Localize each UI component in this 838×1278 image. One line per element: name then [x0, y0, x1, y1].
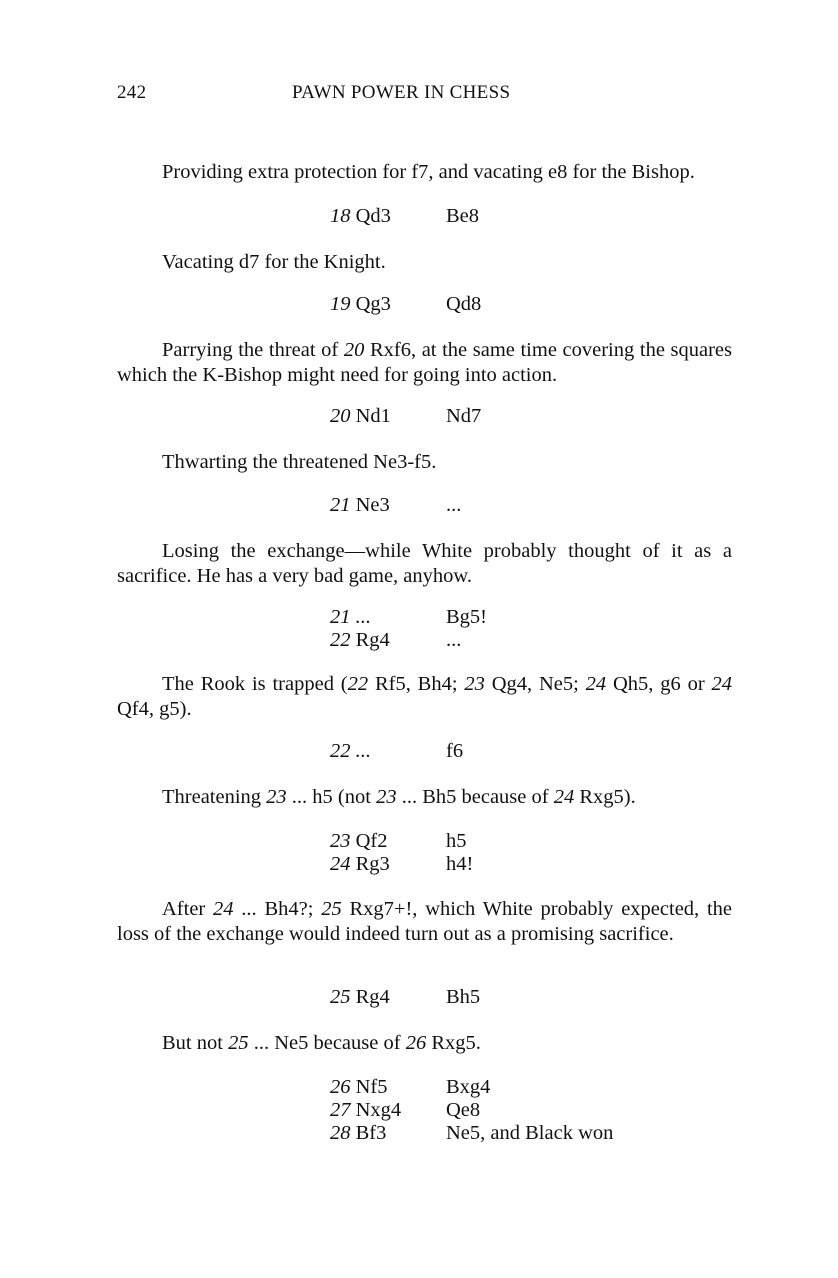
commentary-text: Qf4, g5).	[117, 698, 192, 720]
commentary-text: Qh5, g6 or	[606, 673, 712, 695]
move-number: 26	[330, 1076, 351, 1098]
commentary-text: Rxg5).	[574, 786, 636, 808]
move-list	[330, 494, 461, 517]
move-number: 28	[330, 1122, 351, 1144]
black-move: ...	[446, 629, 462, 651]
running-title: PAWN POWER IN CHESS	[292, 82, 511, 103]
move-row	[330, 986, 480, 1009]
commentary-text: Thwarting the threatened Ne3-f5.	[162, 451, 437, 473]
black-move: f6	[446, 740, 464, 762]
move-number-ref: 24	[213, 898, 234, 920]
commentary-text: Rxg5.	[426, 1032, 481, 1054]
move-number: 24	[330, 853, 351, 875]
commentary-paragraph	[117, 672, 732, 722]
white-move	[330, 986, 446, 1009]
white-move	[330, 1122, 446, 1145]
black-move: Ne5, and Black won	[446, 1122, 614, 1144]
move-row	[330, 629, 487, 652]
move-row	[330, 1099, 613, 1122]
move-number: 23	[330, 830, 351, 852]
commentary-text: Threatening	[162, 786, 267, 808]
white-move-text: Qd3	[355, 205, 391, 227]
commentary-text: Rxf6, at the same time covering the squares which the K-Bishop might need for going into action.	[117, 339, 733, 386]
commentary-paragraph	[162, 250, 732, 275]
move-number: 18	[330, 205, 351, 227]
white-move	[330, 1099, 446, 1122]
commentary-text: Rxg7+!, which White probably expected, the loss of the exchange would indeed turn out as a promising sacrifice.	[117, 898, 732, 945]
white-move-text: Nd1	[355, 405, 391, 427]
white-move-text: Rg4	[355, 629, 390, 651]
move-number: 25	[330, 986, 351, 1008]
commentary-paragraph	[162, 785, 732, 810]
move-list	[330, 293, 481, 316]
black-move: Be8	[446, 205, 480, 227]
move-number-ref: 24	[553, 786, 575, 808]
move-number-ref: 23	[266, 786, 287, 808]
white-move-text: Nxg4	[355, 1099, 402, 1121]
black-move: Bh5	[446, 986, 481, 1008]
move-row	[330, 606, 487, 629]
white-move	[330, 830, 446, 853]
move-list	[330, 740, 463, 763]
move-list	[330, 830, 473, 876]
move-number-ref: 25	[321, 898, 342, 920]
commentary-text: Losing the exchange—while White probably thought of it as a sacrifice. He has a very bad game, anyhow.	[117, 540, 732, 587]
move-row	[330, 1122, 613, 1145]
black-move: h4!	[446, 853, 474, 875]
commentary-paragraph	[117, 338, 732, 388]
move-number: 27	[330, 1099, 351, 1121]
white-move-text: Qf2	[355, 830, 388, 852]
white-move-text: Qg3	[355, 293, 391, 315]
move-list	[330, 606, 487, 652]
commentary-paragraph	[162, 1031, 732, 1056]
white-move	[330, 494, 446, 517]
black-move: Bg5!	[446, 606, 487, 628]
white-move	[330, 740, 446, 763]
move-number: 20	[330, 405, 351, 427]
black-move: h5	[446, 830, 467, 852]
black-move: Qe8	[446, 1099, 481, 1121]
move-number-ref: 25	[228, 1032, 249, 1054]
move-row	[330, 740, 463, 763]
move-number-ref: 24	[711, 673, 733, 695]
commentary-text: The Rook is trapped (	[162, 673, 348, 695]
move-row	[330, 405, 481, 428]
white-move-text: Nf5	[355, 1076, 388, 1098]
white-move	[330, 853, 446, 876]
move-number: 22 ...	[330, 740, 371, 762]
move-row	[330, 830, 473, 853]
commentary-text: Qg4, Ne5;	[484, 673, 586, 695]
commentary-paragraph	[117, 539, 732, 589]
page-number: 242	[117, 82, 147, 103]
commentary-text: ... Bh4?;	[233, 898, 322, 920]
black-move: Qd8	[446, 293, 482, 315]
move-row	[330, 494, 461, 517]
move-number: 21	[330, 494, 351, 516]
white-move	[330, 629, 446, 652]
move-number-ref: 24	[585, 673, 607, 695]
white-move	[330, 1076, 446, 1099]
move-number-ref: 23	[376, 786, 397, 808]
commentary-text: After	[162, 898, 214, 920]
white-move	[330, 606, 446, 629]
move-row	[330, 1076, 613, 1099]
move-number: 22	[330, 629, 351, 651]
black-move: Bxg4	[446, 1076, 491, 1098]
commentary-text: ... Ne5 because of	[248, 1032, 406, 1054]
move-row	[330, 853, 473, 876]
move-list	[330, 1076, 613, 1145]
move-list	[330, 405, 481, 428]
move-row	[330, 205, 479, 228]
commentary-text: Parrying the threat of	[162, 339, 344, 361]
commentary-paragraph	[162, 450, 732, 475]
move-number: 19	[330, 293, 351, 315]
white-move-text: Rg4	[355, 986, 390, 1008]
black-move: Nd7	[446, 405, 482, 427]
commentary-text: Vacating d7 for the Knight.	[162, 251, 386, 273]
commentary-paragraph	[117, 897, 732, 947]
commentary-text: ... Bh5 because of	[396, 786, 554, 808]
white-move-text: Ne3	[355, 494, 390, 516]
move-number: 21 ...	[330, 606, 371, 628]
move-number-ref: 22	[347, 673, 369, 695]
commentary-paragraph	[162, 160, 732, 185]
black-move: ...	[446, 494, 462, 516]
white-move-text: Bf3	[355, 1122, 387, 1144]
white-move	[330, 205, 446, 228]
white-move	[330, 293, 446, 316]
move-number-ref: 23	[464, 673, 485, 695]
move-row	[330, 293, 481, 316]
commentary-text: Providing extra protection for f7, and vacating e8 for the Bishop.	[162, 161, 695, 183]
commentary-text: Rf5, Bh4;	[368, 673, 465, 695]
move-number-ref: 20	[343, 339, 365, 361]
commentary-text: ... h5 (not	[286, 786, 377, 808]
move-number-ref: 26	[405, 1032, 427, 1054]
move-list	[330, 205, 479, 228]
commentary-text: But not	[162, 1032, 229, 1054]
move-list	[330, 986, 480, 1009]
white-move-text: Rg3	[355, 853, 390, 875]
white-move	[330, 405, 446, 428]
